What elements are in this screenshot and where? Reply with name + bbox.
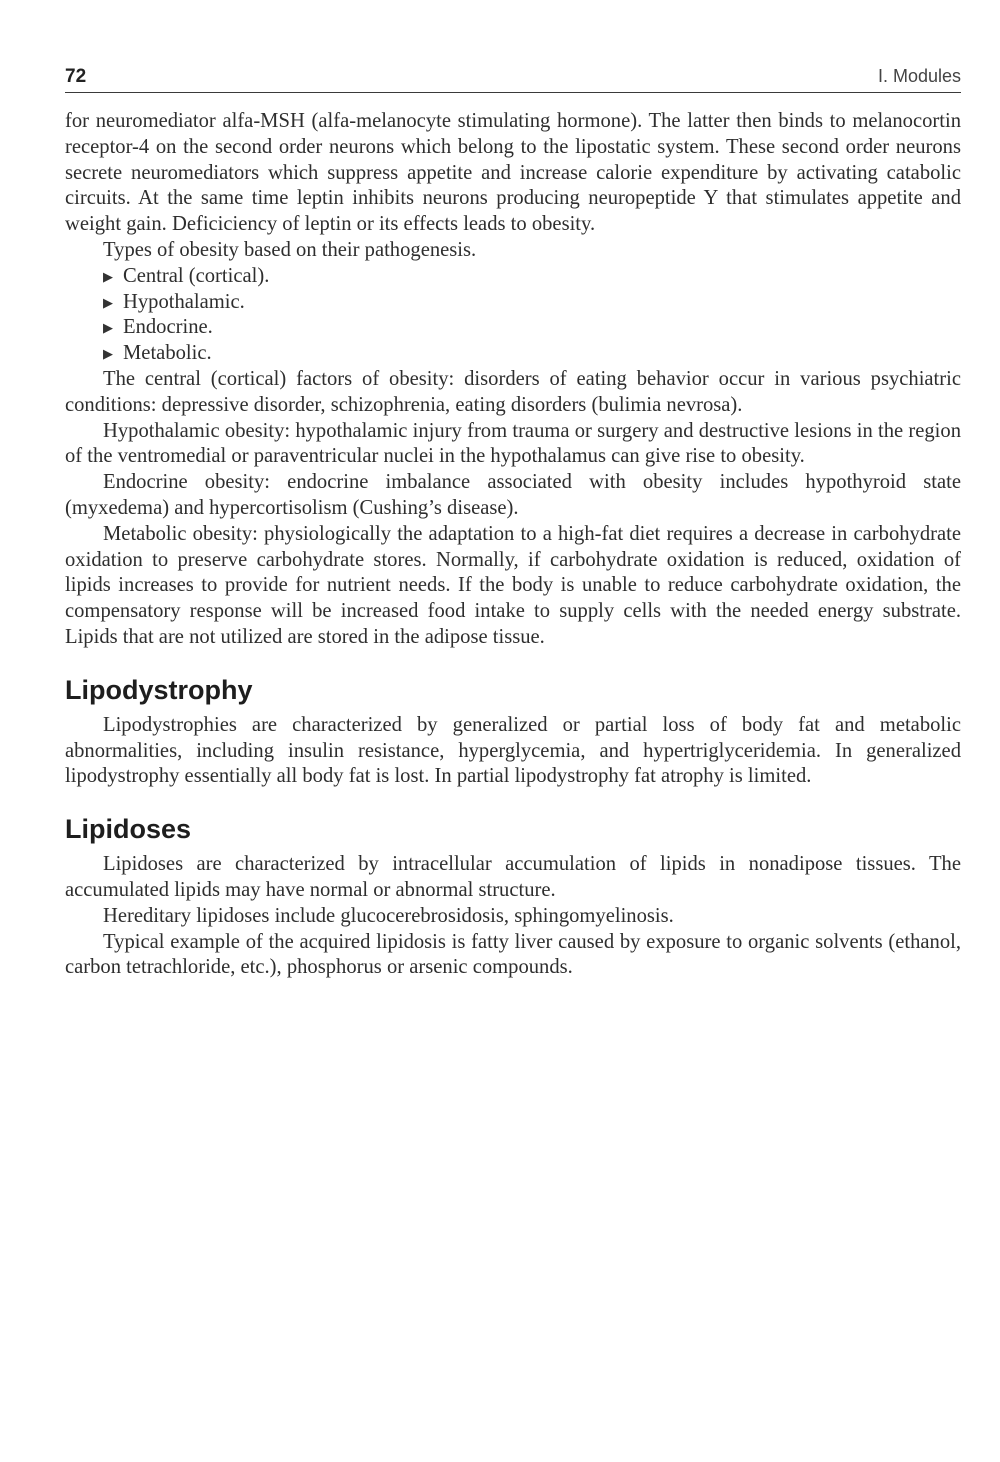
body-text xyxy=(65,109,961,981)
triangle-bullet-icon: ▶ xyxy=(103,346,113,362)
obesity-types-list xyxy=(65,264,961,367)
lipodystrophy-paragraph: Lipodystrophies are characterized by generalized or partial loss of body fat and metabolic abnormalities, including insulin resistance, hyperglycemia, and hypertriglyceridemia. In generalized lipodystrophy essentially all body fat is lost. In partial lipodystrophy fat atrophy is limited. xyxy=(65,713,961,788)
book-page xyxy=(65,62,961,981)
list-item-label: Hypothalamic. xyxy=(123,290,245,313)
list-item xyxy=(103,264,961,290)
list-item-label: Endocrine. xyxy=(123,316,213,339)
section-label: I. Modules xyxy=(877,66,961,86)
list-item xyxy=(103,341,961,367)
hypothalamic-obesity-paragraph: Hypothalamic obesity: hypothalamic injury from trauma or surgery and destructive lesions in the region of the ventromedial or paraventricular nuclei in the hypothalamus can give rise to obesity. xyxy=(65,419,961,468)
triangle-bullet-icon: ▶ xyxy=(103,268,113,284)
list-item-label: Metabolic. xyxy=(123,342,212,365)
lipodystrophy-heading: Lipodystrophy xyxy=(65,674,253,705)
endocrine-obesity-paragraph: Endocrine obesity: endocrine imbalance associated with obesity includes hypothyroid state (myxedema) and hypercortisolism (Cushing’s disease). xyxy=(65,471,961,519)
acquired-lipidosis-paragraph: Typical example of the acquired lipidosis is fatty liver caused by exposure to organic solvents (ethanol, carbon tetrachloride, etc.), phosphorus or arsenic compounds. xyxy=(65,930,961,979)
hereditary-lipidoses-paragraph: Hereditary lipidoses include glucocerebrosidosis, sphingomyelinosis. xyxy=(103,904,674,927)
intro-paragraph-continued: for neuromediator alfa-MSH (alfa-melanocyte stimulating hormone). The latter then binds to melanocortin receptor-4 on the second order neurons which belong to the lipostatic system. These second order neurons secrete neuromediators which suppress appetite and increase calorie expenditure by activating catabolic circuits. At the same time leptin inhibits neurons producing neuropeptide Y that stimulates appetite and weight gain. Deficiciency of leptin or its effects leads to obesity. xyxy=(65,110,961,236)
running-head xyxy=(65,62,961,93)
obesity-types-heading: Types of obesity based on their pathogenesis. xyxy=(103,238,477,261)
triangle-bullet-icon: ▶ xyxy=(103,320,113,336)
list-item xyxy=(103,315,961,341)
lipidoses-heading: Lipidoses xyxy=(65,814,192,845)
central-obesity-paragraph: The central (cortical) factors of obesity: disorders of eating behavior occur in various psychiatric conditions: depressive disorder, schizophrenia, eating disorders (bulimia nevrosa). xyxy=(65,367,961,416)
lipidoses-paragraph: Lipidoses are characterized by intracellular accumulation of lipids in nonadipose tissues. The accumulated lipids may have normal or abnormal structure. xyxy=(65,853,961,901)
page-number: 72 xyxy=(65,66,87,87)
list-item xyxy=(103,290,961,316)
metabolic-obesity-paragraph: Metabolic obesity: physiologically the adaptation to a high-fat diet requires a decrease in carbohydrate oxidation to preserve carbohydrate stores. Normally, if carbohydrate oxidation is reduced, oxidation of lipids increases to provide for nutrient needs. If the body is unable to reduce carbohydrate oxidation, the compensatory response will be increased food intake to supply cells with the needed energy substrate. Lipids that are not utilized are stored in the adipose tissue. xyxy=(65,522,961,648)
triangle-bullet-icon: ▶ xyxy=(103,294,113,310)
list-item-label: Central (cortical). xyxy=(123,264,270,287)
